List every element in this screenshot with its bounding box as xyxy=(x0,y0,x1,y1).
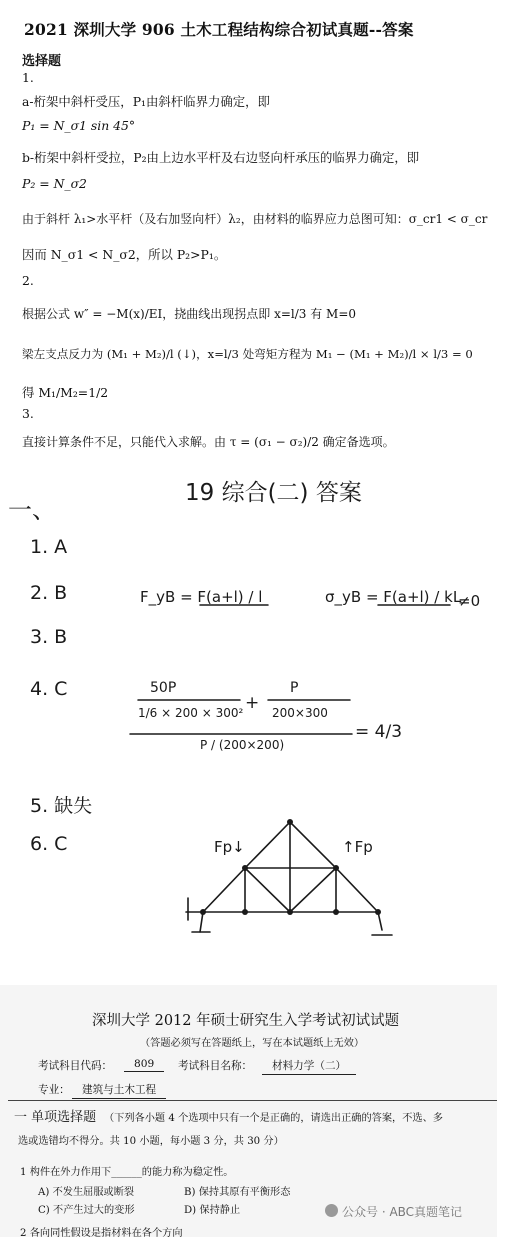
document-title: 2021 深圳大学 906 土木工程结构综合初试真题--答案 xyxy=(24,20,414,39)
exam-major-label: 专业： xyxy=(38,1084,70,1096)
wechat-icon xyxy=(325,1204,338,1217)
q1-reason: 由于斜杆 λ₁>水平杆（及右加竖向杆）λ₂，由材料的临界应力总图可知：σ_cr1 < σ_cr xyxy=(22,212,488,226)
handwritten-frac-num2: P xyxy=(290,680,299,696)
handwritten-formula-fyb: F_yB = F(a+l) / l xyxy=(140,588,263,606)
watermark: 公众号 · ABC真题笔记 xyxy=(342,1205,463,1219)
q1-part-b-text: b-桁架中斜杆受拉，P₂由上边水平杆及右边竖向杆承压的临界力确定，即 xyxy=(22,150,420,165)
exam-q1-option-a: A) 不发生屈服或断裂 xyxy=(38,1187,135,1198)
exam-note: （答题必须写在答题纸上，写在本试题纸上无效） xyxy=(140,1038,365,1049)
q1-number: 1. xyxy=(22,70,34,85)
q3-line1: 直接计算条件不足，只能代入求解。由 τ = (σ₁ − σ₂)/2 确定备选项。 xyxy=(22,435,395,449)
handwritten-section-mark: 一、 xyxy=(8,496,56,524)
handwritten-frac-den1: 1/6 × 200 × 300² xyxy=(138,706,244,720)
handwritten-frac-den2: 200×300 xyxy=(272,706,328,720)
handwritten-formula-oyb: σ_yB = F(a+l) / kL xyxy=(325,588,462,606)
q2-line3: 得 M₁/M₂=1/2 xyxy=(22,385,109,400)
handwritten-answer-1: 1. A xyxy=(30,536,68,558)
exam-q2-stem: 2 各向同性假设是指材料在各个方向 xyxy=(20,1228,183,1239)
exam-name-value: 材料力学（二） xyxy=(262,1058,356,1075)
handwritten-answer-2: 2. B xyxy=(30,582,68,604)
q1-part-a-text: a-桁架中斜杆受压，P₁由斜杆临界力确定，即 xyxy=(22,94,270,109)
handwritten-plus: + xyxy=(245,693,260,713)
exam-q1-option-d: D) 保持静止 xyxy=(184,1205,241,1216)
q2-line2: 梁左支点反力为 (M₁ + M₂)/l (↓)，x=l/3 处弯矩方程为 M₁ − (M₁ + M₂)/l × l/3 = 0 xyxy=(22,347,473,361)
exam-q1-stem: 1 构件在外力作用下______的能力称为稳定性。 xyxy=(20,1167,234,1178)
exam-code-label: 考试科目代码： xyxy=(38,1060,113,1072)
handwritten-result: = 4/3 xyxy=(355,722,403,742)
exam-title: 深圳大学 2012 年硕士研究生入学考试初试试题 xyxy=(92,1013,400,1029)
exam-q1-option-b: B) 保持其原有平衡形态 xyxy=(184,1187,291,1198)
q3-number: 3. xyxy=(22,406,34,421)
q1-part-b-formula: P₂ = N_σ2 xyxy=(22,176,87,191)
exam-q1-option-c: C) 不产生过大的变形 xyxy=(38,1205,135,1216)
handwritten-answer-3: 3. B xyxy=(30,626,68,648)
q2-number: 2. xyxy=(22,273,34,288)
handwritten-answer-4: 4. C xyxy=(30,678,68,700)
handwritten-frac-num1: 50P xyxy=(150,680,177,696)
exam-section-title: 一 单项选择题 xyxy=(14,1110,97,1125)
exam-major-value: 建筑与土木工程 xyxy=(72,1082,166,1099)
q1-conclusion: 因而 N_σ1 < N_σ2，所以 P₂>P₁。 xyxy=(22,247,227,262)
q1-part-a-formula: P₁ = N_σ1 sin 45° xyxy=(22,118,136,133)
exam-divider xyxy=(8,1100,497,1101)
exam-name-label: 考试科目名称： xyxy=(178,1060,253,1072)
truss-load-right: ↑Fp xyxy=(342,838,373,856)
exam-code-value: 809 xyxy=(124,1058,164,1072)
handwritten-neq-zero: ≠0 xyxy=(458,592,481,610)
q2-line1: 根据公式 w″ = −M(x)/EI，挠曲线出现拐点即 x=l/3 有 M=0 xyxy=(22,307,357,321)
handwritten-answer-5: 5. 缺失 xyxy=(30,795,93,817)
handwritten-title: 19 综合(二) 答案 xyxy=(185,480,362,506)
section-heading: 选择题 xyxy=(22,54,62,69)
exam-section-desc-2: 选或选错均不得分。共 10 小题，每小题 3 分，共 30 分） xyxy=(18,1136,284,1147)
exam-section-desc: （下列各小题 4 个选项中只有一个是正确的，请选出正确的答案，不选、多 xyxy=(104,1113,443,1124)
truss-load-left: Fp↓ xyxy=(214,838,245,856)
handwritten-answer-6: 6. C xyxy=(30,833,68,855)
handwritten-frac-den-main: P / (200×200) xyxy=(200,738,285,752)
